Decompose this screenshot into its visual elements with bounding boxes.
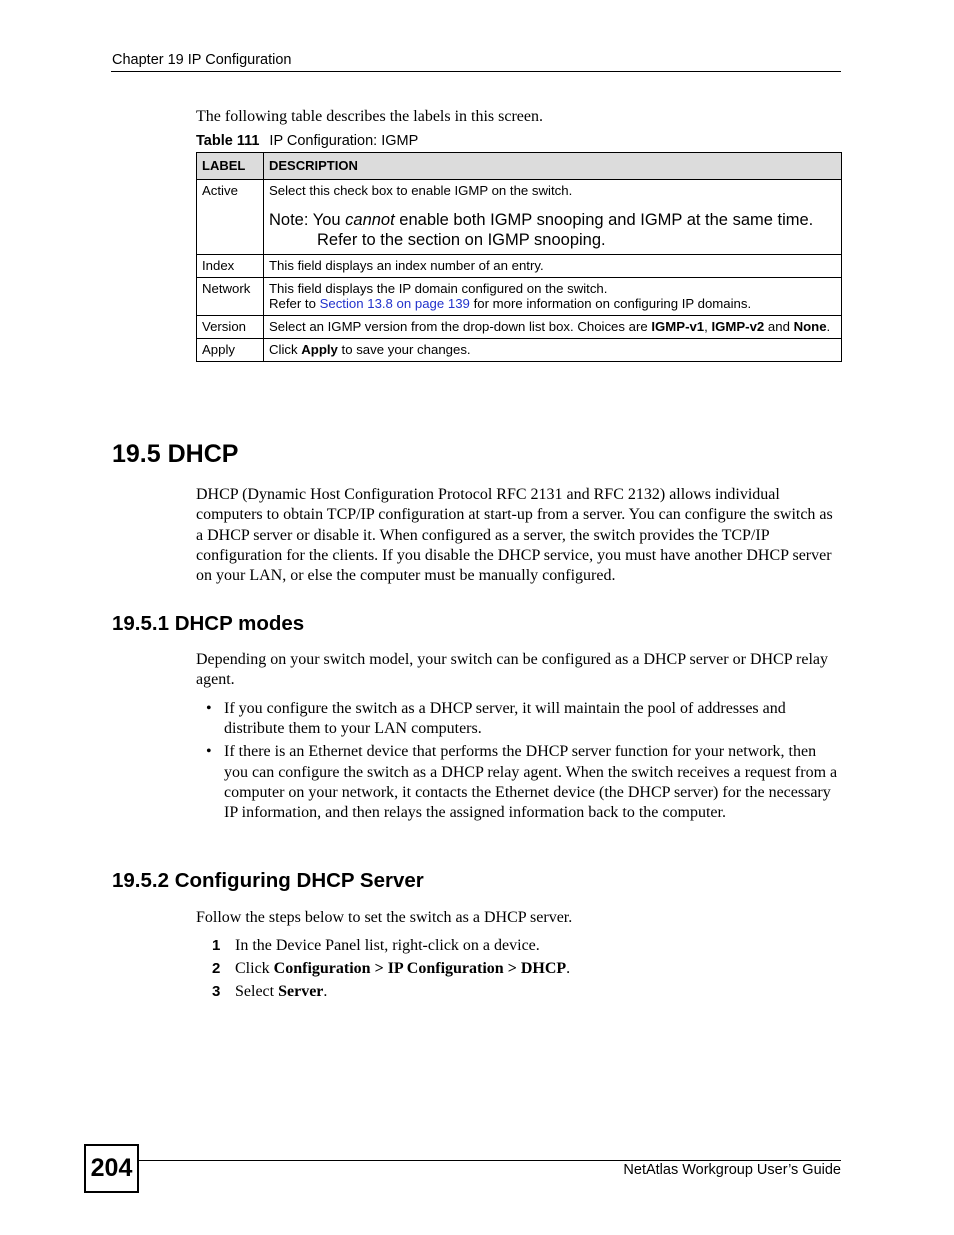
modes-paragraph: Depending on your switch model, your switch can be configured as a DHCP server or DHCP relay agent. bbox=[196, 651, 828, 689]
table-caption bbox=[196, 133, 418, 149]
desc-end: . bbox=[826, 319, 831, 334]
row-description: This field displays an index number of an entry. bbox=[264, 255, 842, 278]
desc-tail: to save your changes. bbox=[337, 342, 471, 357]
subsection-heading-server: 19.5.2 Configuring DHCP Server bbox=[112, 869, 424, 892]
section-paragraph: DHCP (Dynamic Host Configuration Protocol RFC 2131 and RFC 2132) allows individual computers to obtain TCP/IP configuration at start-up from a server. You can configure the switch as a DHCP server or disable it. When configured as a server, the switch provides the TCP/IP configuration for the clients. If you disable the DHCP service, you must have another DHCP server on your LAN, or else the computer must be manually configured. bbox=[196, 486, 833, 585]
column-header-label: LABEL bbox=[197, 153, 264, 180]
desc-lead: Refer to bbox=[269, 296, 320, 311]
running-footer: NetAtlas Workgroup User’s Guide bbox=[623, 1162, 841, 1178]
row-description bbox=[264, 316, 842, 339]
step-item bbox=[196, 982, 570, 1005]
section-heading: 19.5 DHCP bbox=[112, 440, 239, 468]
step-text: In the Device Panel list, right-click on a device. bbox=[235, 937, 540, 954]
step-menu-path: Configuration > IP Configuration > DHCP bbox=[273, 960, 567, 977]
step-lead: Click bbox=[235, 960, 274, 977]
choice-igmp-v1: IGMP-v1 bbox=[651, 319, 705, 334]
note-body: enable both IGMP snooping and IGMP at the same time. Refer to the section on IGMP snooping. bbox=[317, 211, 814, 249]
table-header-row bbox=[197, 153, 842, 180]
column-header-description: DESCRIPTION bbox=[264, 153, 842, 180]
steps-list bbox=[196, 936, 570, 1005]
description-text: This field displays the IP domain configured on the switch. bbox=[269, 281, 608, 296]
row-description bbox=[264, 180, 842, 255]
table-row bbox=[197, 278, 842, 316]
step-item bbox=[196, 936, 570, 959]
description-text-2 bbox=[269, 296, 836, 311]
row-description bbox=[264, 278, 842, 316]
igmp-label-table bbox=[196, 152, 842, 362]
step-option: Server bbox=[278, 983, 324, 1000]
server-paragraph: Follow the steps below to set the switch as a DHCP server. bbox=[196, 909, 573, 926]
note-lead: Note: You bbox=[269, 211, 346, 229]
table-row bbox=[197, 255, 842, 278]
row-label: Active bbox=[197, 180, 264, 255]
table-title: IP Configuration: IGMP bbox=[269, 133, 419, 149]
footer-divider bbox=[139, 1160, 841, 1161]
row-label: Index bbox=[197, 255, 264, 278]
choice-igmp-v2: IGMP-v2 bbox=[711, 319, 765, 334]
note-text bbox=[269, 210, 836, 250]
table-row bbox=[197, 180, 842, 255]
choice-none: None bbox=[793, 319, 827, 334]
step-end: . bbox=[566, 960, 571, 977]
row-label: Apply bbox=[197, 339, 264, 362]
desc-and: and bbox=[764, 319, 794, 334]
step-number: 1 bbox=[212, 937, 221, 954]
intro-text: The following table describes the labels in this screen. bbox=[196, 108, 544, 125]
subsection-heading-modes: 19.5.1 DHCP modes bbox=[112, 612, 305, 635]
desc-lead: Select an IGMP version from the drop-down list box. Choices are bbox=[269, 319, 652, 334]
modes-bullet-list bbox=[196, 699, 842, 826]
row-label: Network bbox=[197, 278, 264, 316]
description-text: Select this check box to enable IGMP on the switch. bbox=[269, 183, 573, 198]
step-lead: Select bbox=[235, 983, 279, 1000]
list-item: • If there is an Ethernet device that performs the DHCP server function for your network, then you can configure the switch as a DHCP relay agent. When the switch receives a request from a computer on your network, it contacts the Ethernet device (the DHCP server) for the necessary IP information, and then relays the assigned information back to the computer. bbox=[196, 742, 842, 823]
header-divider bbox=[111, 71, 841, 72]
step-number: 2 bbox=[212, 960, 221, 977]
apply-term: Apply bbox=[301, 342, 338, 357]
step-end: . bbox=[323, 983, 328, 1000]
step-number: 3 bbox=[212, 983, 221, 1000]
row-description bbox=[264, 339, 842, 362]
page-number: 204 bbox=[84, 1144, 139, 1193]
running-header: Chapter 19 IP Configuration bbox=[112, 52, 292, 68]
desc-lead: Click bbox=[269, 342, 302, 357]
row-label: Version bbox=[197, 316, 264, 339]
desc-sep: , bbox=[704, 319, 712, 334]
section-link[interactable]: Section 13.8 on page 139 bbox=[319, 296, 470, 311]
step-item bbox=[196, 959, 570, 982]
note-emphasis: cannot bbox=[345, 211, 395, 229]
table-row bbox=[197, 339, 842, 362]
table-number: Table 111 bbox=[196, 133, 260, 149]
list-item: • If you configure the switch as a DHCP server, it will maintain the pool of addresses and distribute them to your LAN computers. bbox=[196, 699, 842, 739]
desc-tail: for more information on configuring IP domains. bbox=[469, 296, 752, 311]
table-row bbox=[197, 316, 842, 339]
